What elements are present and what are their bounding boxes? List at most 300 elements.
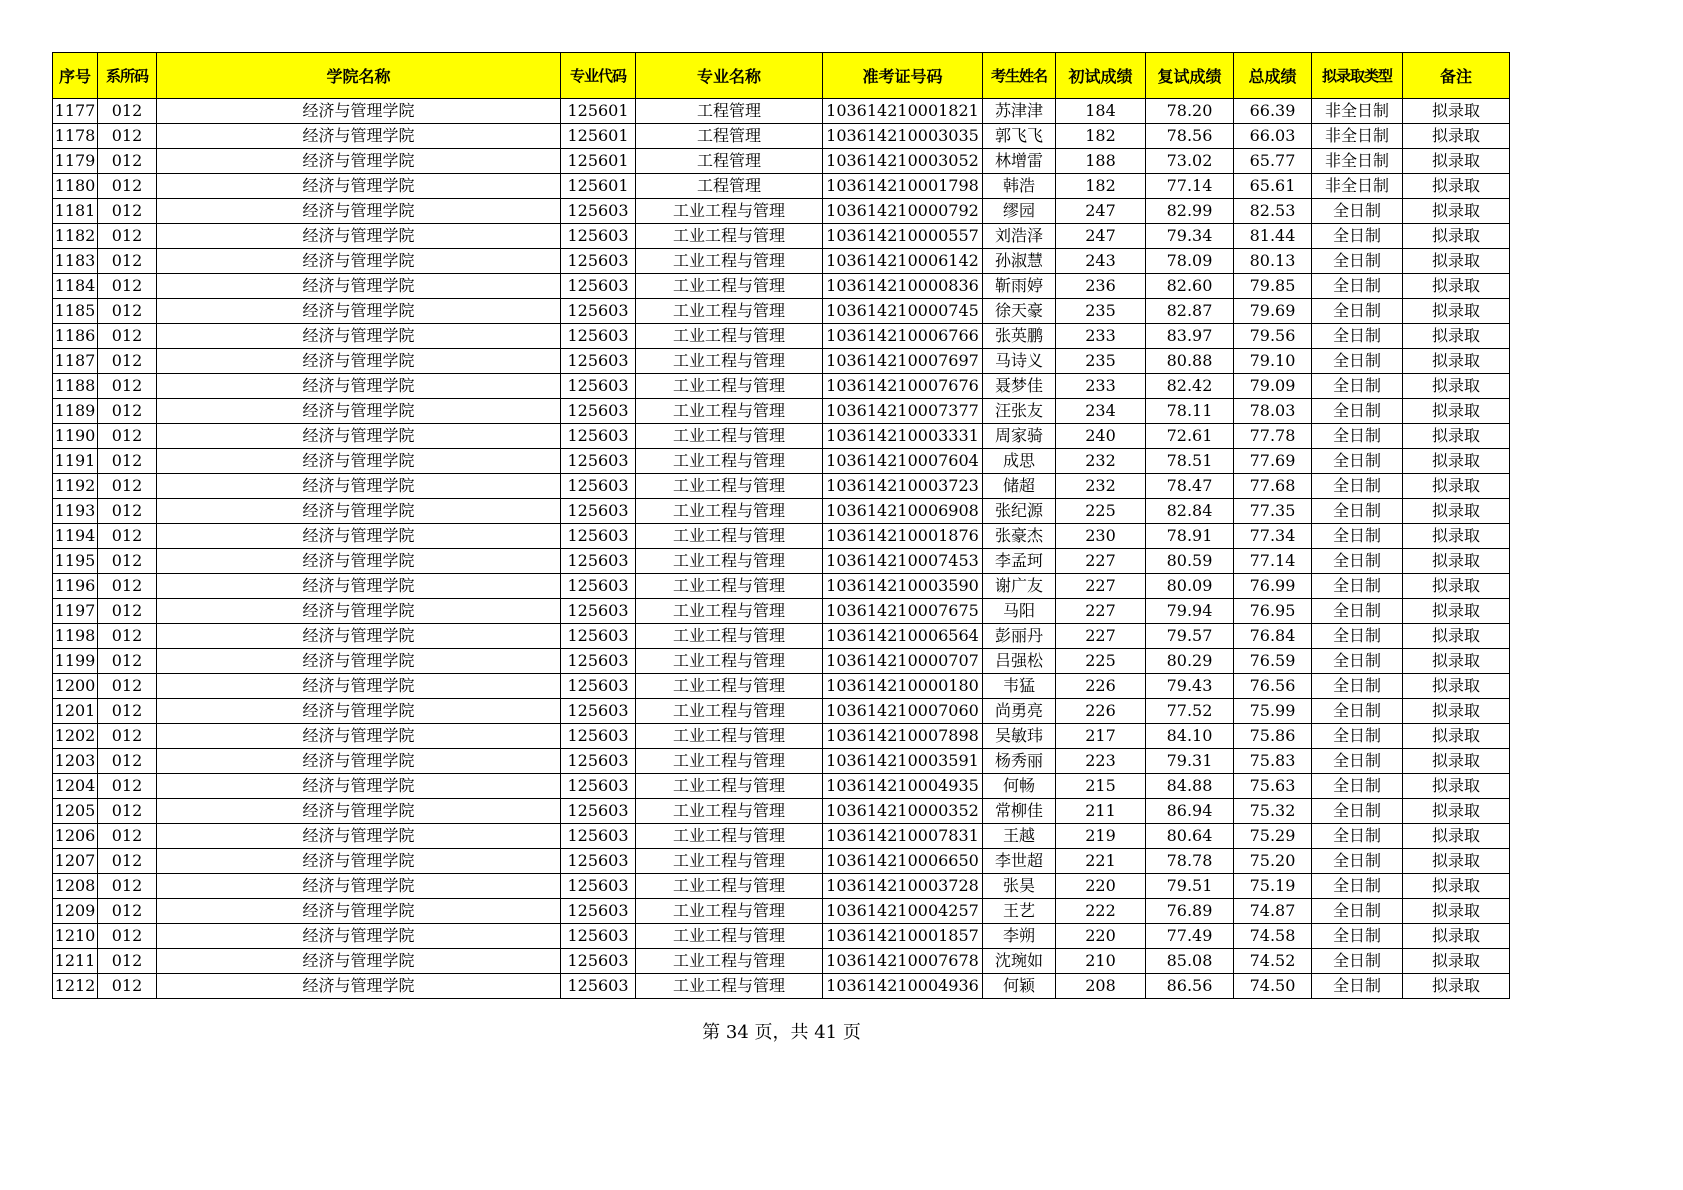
cell-major-name: 工业工程与管理 <box>636 424 823 449</box>
cell-exam-id: 103614210007453 <box>823 549 983 574</box>
cell-college: 经济与管理学院 <box>157 849 561 874</box>
cell-major-code: 125603 <box>561 474 636 499</box>
cell-exam-id: 103614210006766 <box>823 324 983 349</box>
cell-remarks: 拟录取 <box>1403 349 1510 374</box>
cell-seq: 1202 <box>53 724 98 749</box>
cell-candidate-name: 郭飞飞 <box>983 124 1056 149</box>
table-body <box>53 99 1510 999</box>
cell-major-code: 125603 <box>561 749 636 774</box>
cell-initial-score: 226 <box>1056 699 1146 724</box>
cell-seq: 1208 <box>53 874 98 899</box>
cell-exam-id: 103614210006650 <box>823 849 983 874</box>
table-row <box>53 424 1510 449</box>
cell-exam-id: 103614210000836 <box>823 274 983 299</box>
table-row <box>53 124 1510 149</box>
cell-retest-score: 78.56 <box>1146 124 1234 149</box>
cell-major-code: 125603 <box>561 249 636 274</box>
cell-exam-id: 103614210007831 <box>823 824 983 849</box>
page-number-footer: 第 34 页，共 41 页 <box>702 1022 861 1043</box>
cell-major-name: 工业工程与管理 <box>636 824 823 849</box>
cell-admission-type: 全日制 <box>1312 449 1403 474</box>
cell-exam-id: 103614210006564 <box>823 624 983 649</box>
cell-major-name: 工程管理 <box>636 99 823 124</box>
cell-exam-id: 103614210003591 <box>823 749 983 774</box>
cell-candidate-name: 缪园 <box>983 199 1056 224</box>
cell-college: 经济与管理学院 <box>157 149 561 174</box>
cell-initial-score: 232 <box>1056 449 1146 474</box>
cell-dept-code: 012 <box>98 324 157 349</box>
cell-exam-id: 103614210003723 <box>823 474 983 499</box>
cell-seq: 1188 <box>53 374 98 399</box>
table-row <box>53 399 1510 424</box>
cell-total-score: 81.44 <box>1234 224 1312 249</box>
cell-candidate-name: 何颖 <box>983 974 1056 999</box>
cell-seq: 1187 <box>53 349 98 374</box>
cell-remarks: 拟录取 <box>1403 199 1510 224</box>
cell-dept-code: 012 <box>98 624 157 649</box>
table-row <box>53 549 1510 574</box>
cell-total-score: 79.85 <box>1234 274 1312 299</box>
cell-major-code: 125603 <box>561 924 636 949</box>
header-major-code: 专业代码 <box>561 53 636 99</box>
cell-major-name: 工业工程与管理 <box>636 574 823 599</box>
cell-seq: 1209 <box>53 899 98 924</box>
cell-dept-code: 012 <box>98 249 157 274</box>
cell-total-score: 75.29 <box>1234 824 1312 849</box>
cell-total-score: 75.83 <box>1234 749 1312 774</box>
cell-admission-type: 全日制 <box>1312 974 1403 999</box>
cell-major-code: 125603 <box>561 849 636 874</box>
cell-remarks: 拟录取 <box>1403 149 1510 174</box>
cell-candidate-name: 吴敏玮 <box>983 724 1056 749</box>
cell-total-score: 82.53 <box>1234 199 1312 224</box>
cell-retest-score: 82.99 <box>1146 199 1234 224</box>
cell-seq: 1206 <box>53 824 98 849</box>
cell-candidate-name: 张英鹏 <box>983 324 1056 349</box>
cell-major-code: 125601 <box>561 149 636 174</box>
cell-total-score: 79.10 <box>1234 349 1312 374</box>
cell-seq: 1201 <box>53 699 98 724</box>
cell-admission-type: 全日制 <box>1312 499 1403 524</box>
cell-seq: 1179 <box>53 149 98 174</box>
cell-total-score: 80.13 <box>1234 249 1312 274</box>
cell-dept-code: 012 <box>98 349 157 374</box>
cell-candidate-name: 周家骑 <box>983 424 1056 449</box>
cell-dept-code: 012 <box>98 224 157 249</box>
cell-major-name: 工业工程与管理 <box>636 899 823 924</box>
cell-seq: 1177 <box>53 99 98 124</box>
cell-remarks: 拟录取 <box>1403 524 1510 549</box>
cell-seq: 1182 <box>53 224 98 249</box>
cell-major-name: 工业工程与管理 <box>636 374 823 399</box>
cell-major-name: 工业工程与管理 <box>636 274 823 299</box>
cell-dept-code: 012 <box>98 424 157 449</box>
cell-college: 经济与管理学院 <box>157 424 561 449</box>
table-row <box>53 249 1510 274</box>
cell-candidate-name: 韦猛 <box>983 674 1056 699</box>
cell-retest-score: 82.60 <box>1146 274 1234 299</box>
cell-candidate-name: 常柳佳 <box>983 799 1056 824</box>
cell-college: 经济与管理学院 <box>157 549 561 574</box>
cell-total-score: 79.69 <box>1234 299 1312 324</box>
table-row <box>53 649 1510 674</box>
cell-exam-id: 103614210004936 <box>823 974 983 999</box>
cell-remarks: 拟录取 <box>1403 924 1510 949</box>
cell-initial-score: 230 <box>1056 524 1146 549</box>
cell-college: 经济与管理学院 <box>157 99 561 124</box>
table-row <box>53 624 1510 649</box>
cell-admission-type: 全日制 <box>1312 249 1403 274</box>
cell-major-name: 工程管理 <box>636 124 823 149</box>
cell-total-score: 79.56 <box>1234 324 1312 349</box>
cell-college: 经济与管理学院 <box>157 349 561 374</box>
cell-candidate-name: 成思 <box>983 449 1056 474</box>
cell-college: 经济与管理学院 <box>157 724 561 749</box>
cell-college: 经济与管理学院 <box>157 374 561 399</box>
cell-dept-code: 012 <box>98 974 157 999</box>
table-row <box>53 674 1510 699</box>
cell-college: 经济与管理学院 <box>157 174 561 199</box>
cell-initial-score: 220 <box>1056 924 1146 949</box>
table-row <box>53 474 1510 499</box>
cell-admission-type: 非全日制 <box>1312 99 1403 124</box>
cell-candidate-name: 聂梦佳 <box>983 374 1056 399</box>
cell-major-code: 125603 <box>561 274 636 299</box>
cell-major-name: 工业工程与管理 <box>636 874 823 899</box>
table-row <box>53 374 1510 399</box>
cell-exam-id: 103614210007060 <box>823 699 983 724</box>
cell-seq: 1210 <box>53 924 98 949</box>
cell-admission-type: 全日制 <box>1312 699 1403 724</box>
table-row <box>53 174 1510 199</box>
cell-remarks: 拟录取 <box>1403 949 1510 974</box>
cell-major-code: 125603 <box>561 299 636 324</box>
cell-major-name: 工业工程与管理 <box>636 624 823 649</box>
header-candidate-name: 考生姓名 <box>983 53 1056 99</box>
cell-major-code: 125601 <box>561 99 636 124</box>
cell-dept-code: 012 <box>98 274 157 299</box>
cell-retest-score: 77.52 <box>1146 699 1234 724</box>
cell-college: 经济与管理学院 <box>157 974 561 999</box>
cell-dept-code: 012 <box>98 674 157 699</box>
cell-dept-code: 012 <box>98 449 157 474</box>
cell-major-code: 125601 <box>561 174 636 199</box>
cell-initial-score: 232 <box>1056 474 1146 499</box>
cell-exam-id: 103614210007898 <box>823 724 983 749</box>
cell-major-code: 125603 <box>561 574 636 599</box>
cell-dept-code: 012 <box>98 799 157 824</box>
cell-admission-type: 全日制 <box>1312 199 1403 224</box>
cell-dept-code: 012 <box>98 199 157 224</box>
cell-candidate-name: 吕强松 <box>983 649 1056 674</box>
header-initial-score: 初试成绩 <box>1056 53 1146 99</box>
cell-college: 经济与管理学院 <box>157 924 561 949</box>
cell-retest-score: 79.31 <box>1146 749 1234 774</box>
cell-college: 经济与管理学院 <box>157 324 561 349</box>
cell-remarks: 拟录取 <box>1403 749 1510 774</box>
cell-major-code: 125603 <box>561 424 636 449</box>
cell-remarks: 拟录取 <box>1403 424 1510 449</box>
cell-college: 经济与管理学院 <box>157 674 561 699</box>
cell-college: 经济与管理学院 <box>157 499 561 524</box>
cell-college: 经济与管理学院 <box>157 749 561 774</box>
cell-seq: 1205 <box>53 799 98 824</box>
cell-college: 经济与管理学院 <box>157 649 561 674</box>
cell-dept-code: 012 <box>98 174 157 199</box>
cell-candidate-name: 韩浩 <box>983 174 1056 199</box>
cell-major-name: 工业工程与管理 <box>636 224 823 249</box>
cell-initial-score: 184 <box>1056 99 1146 124</box>
cell-candidate-name: 王越 <box>983 824 1056 849</box>
cell-major-code: 125603 <box>561 899 636 924</box>
cell-admission-type: 全日制 <box>1312 424 1403 449</box>
cell-retest-score: 86.94 <box>1146 799 1234 824</box>
table-row <box>53 849 1510 874</box>
cell-retest-score: 79.51 <box>1146 874 1234 899</box>
header-seq: 序号 <box>53 53 98 99</box>
cell-dept-code: 012 <box>98 749 157 774</box>
cell-dept-code: 012 <box>98 849 157 874</box>
cell-major-code: 125603 <box>561 349 636 374</box>
cell-total-score: 76.95 <box>1234 599 1312 624</box>
cell-remarks: 拟录取 <box>1403 399 1510 424</box>
cell-retest-score: 79.94 <box>1146 599 1234 624</box>
cell-remarks: 拟录取 <box>1403 824 1510 849</box>
cell-admission-type: 全日制 <box>1312 774 1403 799</box>
cell-remarks: 拟录取 <box>1403 849 1510 874</box>
cell-retest-score: 86.56 <box>1146 974 1234 999</box>
header-college: 学院名称 <box>157 53 561 99</box>
cell-dept-code: 012 <box>98 949 157 974</box>
cell-seq: 1211 <box>53 949 98 974</box>
cell-retest-score: 78.11 <box>1146 399 1234 424</box>
cell-candidate-name: 何畅 <box>983 774 1056 799</box>
cell-retest-score: 73.02 <box>1146 149 1234 174</box>
cell-dept-code: 012 <box>98 649 157 674</box>
cell-admission-type: 非全日制 <box>1312 174 1403 199</box>
cell-major-name: 工业工程与管理 <box>636 699 823 724</box>
header-major-name: 专业名称 <box>636 53 823 99</box>
cell-dept-code: 012 <box>98 99 157 124</box>
cell-exam-id: 103614210004257 <box>823 899 983 924</box>
table-row <box>53 574 1510 599</box>
cell-major-code: 125601 <box>561 124 636 149</box>
cell-dept-code: 012 <box>98 774 157 799</box>
table-row <box>53 149 1510 174</box>
cell-total-score: 77.35 <box>1234 499 1312 524</box>
cell-total-score: 75.19 <box>1234 874 1312 899</box>
cell-college: 经济与管理学院 <box>157 699 561 724</box>
cell-admission-type: 全日制 <box>1312 599 1403 624</box>
cell-retest-score: 79.43 <box>1146 674 1234 699</box>
cell-seq: 1192 <box>53 474 98 499</box>
cell-college: 经济与管理学院 <box>157 774 561 799</box>
cell-candidate-name: 孙淑慧 <box>983 249 1056 274</box>
cell-initial-score: 235 <box>1056 349 1146 374</box>
cell-total-score: 76.99 <box>1234 574 1312 599</box>
cell-major-name: 工程管理 <box>636 149 823 174</box>
cell-exam-id: 103614210003035 <box>823 124 983 149</box>
cell-admission-type: 全日制 <box>1312 324 1403 349</box>
cell-dept-code: 012 <box>98 599 157 624</box>
cell-exam-id: 103614210007377 <box>823 399 983 424</box>
cell-admission-type: 全日制 <box>1312 749 1403 774</box>
cell-seq: 1212 <box>53 974 98 999</box>
cell-major-name: 工业工程与管理 <box>636 774 823 799</box>
cell-admission-type: 全日制 <box>1312 649 1403 674</box>
table-row <box>53 824 1510 849</box>
cell-college: 经济与管理学院 <box>157 299 561 324</box>
cell-exam-id: 103614210000707 <box>823 649 983 674</box>
cell-dept-code: 012 <box>98 149 157 174</box>
cell-candidate-name: 汪张友 <box>983 399 1056 424</box>
cell-initial-score: 236 <box>1056 274 1146 299</box>
cell-total-score: 75.20 <box>1234 849 1312 874</box>
cell-admission-type: 全日制 <box>1312 799 1403 824</box>
cell-college: 经济与管理学院 <box>157 274 561 299</box>
cell-college: 经济与管理学院 <box>157 249 561 274</box>
cell-admission-type: 全日制 <box>1312 624 1403 649</box>
cell-major-code: 125603 <box>561 499 636 524</box>
header-exam-id: 准考证号码 <box>823 53 983 99</box>
cell-total-score: 77.34 <box>1234 524 1312 549</box>
cell-major-name: 工程管理 <box>636 174 823 199</box>
cell-total-score: 74.52 <box>1234 949 1312 974</box>
cell-retest-score: 82.84 <box>1146 499 1234 524</box>
table-row <box>53 99 1510 124</box>
table-row <box>53 699 1510 724</box>
cell-remarks: 拟录取 <box>1403 374 1510 399</box>
cell-major-name: 工业工程与管理 <box>636 924 823 949</box>
cell-seq: 1190 <box>53 424 98 449</box>
cell-total-score: 74.87 <box>1234 899 1312 924</box>
cell-remarks: 拟录取 <box>1403 249 1510 274</box>
cell-exam-id: 103614210006908 <box>823 499 983 524</box>
cell-admission-type: 全日制 <box>1312 899 1403 924</box>
cell-initial-score: 247 <box>1056 199 1146 224</box>
cell-major-name: 工业工程与管理 <box>636 349 823 374</box>
cell-total-score: 77.14 <box>1234 549 1312 574</box>
cell-remarks: 拟录取 <box>1403 724 1510 749</box>
cell-remarks: 拟录取 <box>1403 449 1510 474</box>
header-admission-type: 拟录取类型 <box>1312 53 1403 99</box>
cell-major-name: 工业工程与管理 <box>636 549 823 574</box>
cell-admission-type: 全日制 <box>1312 949 1403 974</box>
cell-seq: 1203 <box>53 749 98 774</box>
cell-college: 经济与管理学院 <box>157 474 561 499</box>
cell-dept-code: 012 <box>98 549 157 574</box>
cell-total-score: 78.03 <box>1234 399 1312 424</box>
cell-initial-score: 223 <box>1056 749 1146 774</box>
cell-initial-score: 182 <box>1056 174 1146 199</box>
cell-total-score: 77.78 <box>1234 424 1312 449</box>
cell-remarks: 拟录取 <box>1403 99 1510 124</box>
cell-remarks: 拟录取 <box>1403 174 1510 199</box>
cell-admission-type: 全日制 <box>1312 349 1403 374</box>
cell-remarks: 拟录取 <box>1403 224 1510 249</box>
cell-exam-id: 103614210001798 <box>823 174 983 199</box>
cell-admission-type: 全日制 <box>1312 874 1403 899</box>
cell-exam-id: 103614210003590 <box>823 574 983 599</box>
cell-initial-score: 221 <box>1056 849 1146 874</box>
cell-major-code: 125603 <box>561 799 636 824</box>
cell-college: 经济与管理学院 <box>157 124 561 149</box>
cell-admission-type: 全日制 <box>1312 399 1403 424</box>
cell-college: 经济与管理学院 <box>157 824 561 849</box>
cell-seq: 1178 <box>53 124 98 149</box>
cell-exam-id: 103614210001821 <box>823 99 983 124</box>
cell-seq: 1199 <box>53 649 98 674</box>
cell-remarks: 拟录取 <box>1403 799 1510 824</box>
cell-major-code: 125603 <box>561 399 636 424</box>
cell-major-code: 125603 <box>561 624 636 649</box>
cell-major-name: 工业工程与管理 <box>636 749 823 774</box>
table-row <box>53 349 1510 374</box>
cell-exam-id: 103614210007678 <box>823 949 983 974</box>
cell-total-score: 79.09 <box>1234 374 1312 399</box>
table-row <box>53 199 1510 224</box>
cell-college: 经济与管理学院 <box>157 899 561 924</box>
header-total-score: 总成绩 <box>1234 53 1312 99</box>
cell-major-name: 工业工程与管理 <box>636 449 823 474</box>
cell-dept-code: 012 <box>98 374 157 399</box>
table-row <box>53 274 1510 299</box>
cell-total-score: 76.59 <box>1234 649 1312 674</box>
cell-total-score: 75.32 <box>1234 799 1312 824</box>
cell-college: 经济与管理学院 <box>157 624 561 649</box>
cell-total-score: 76.84 <box>1234 624 1312 649</box>
cell-remarks: 拟录取 <box>1403 124 1510 149</box>
cell-major-name: 工业工程与管理 <box>636 674 823 699</box>
cell-admission-type: 全日制 <box>1312 299 1403 324</box>
cell-admission-type: 全日制 <box>1312 224 1403 249</box>
cell-exam-id: 103614210000180 <box>823 674 983 699</box>
cell-major-name: 工业工程与管理 <box>636 724 823 749</box>
cell-remarks: 拟录取 <box>1403 699 1510 724</box>
cell-retest-score: 77.49 <box>1146 924 1234 949</box>
cell-major-code: 125603 <box>561 449 636 474</box>
cell-admission-type: 全日制 <box>1312 374 1403 399</box>
cell-major-code: 125603 <box>561 224 636 249</box>
cell-exam-id: 103614210000745 <box>823 299 983 324</box>
cell-initial-score: 225 <box>1056 499 1146 524</box>
cell-major-code: 125603 <box>561 674 636 699</box>
cell-retest-score: 78.91 <box>1146 524 1234 549</box>
admission-table <box>52 52 1510 999</box>
cell-seq: 1180 <box>53 174 98 199</box>
cell-major-name: 工业工程与管理 <box>636 474 823 499</box>
cell-remarks: 拟录取 <box>1403 324 1510 349</box>
cell-initial-score: 233 <box>1056 324 1146 349</box>
cell-seq: 1189 <box>53 399 98 424</box>
cell-major-name: 工业工程与管理 <box>636 524 823 549</box>
table-row <box>53 524 1510 549</box>
cell-major-name: 工业工程与管理 <box>636 974 823 999</box>
cell-exam-id: 103614210000792 <box>823 199 983 224</box>
cell-seq: 1191 <box>53 449 98 474</box>
cell-candidate-name: 储超 <box>983 474 1056 499</box>
cell-candidate-name: 刘浩泽 <box>983 224 1056 249</box>
cell-candidate-name: 李朔 <box>983 924 1056 949</box>
cell-seq: 1204 <box>53 774 98 799</box>
cell-major-name: 工业工程与管理 <box>636 599 823 624</box>
cell-remarks: 拟录取 <box>1403 299 1510 324</box>
cell-exam-id: 103614210003331 <box>823 424 983 449</box>
table-row <box>53 974 1510 999</box>
cell-seq: 1197 <box>53 599 98 624</box>
cell-candidate-name: 彭丽丹 <box>983 624 1056 649</box>
cell-candidate-name: 苏津津 <box>983 99 1056 124</box>
